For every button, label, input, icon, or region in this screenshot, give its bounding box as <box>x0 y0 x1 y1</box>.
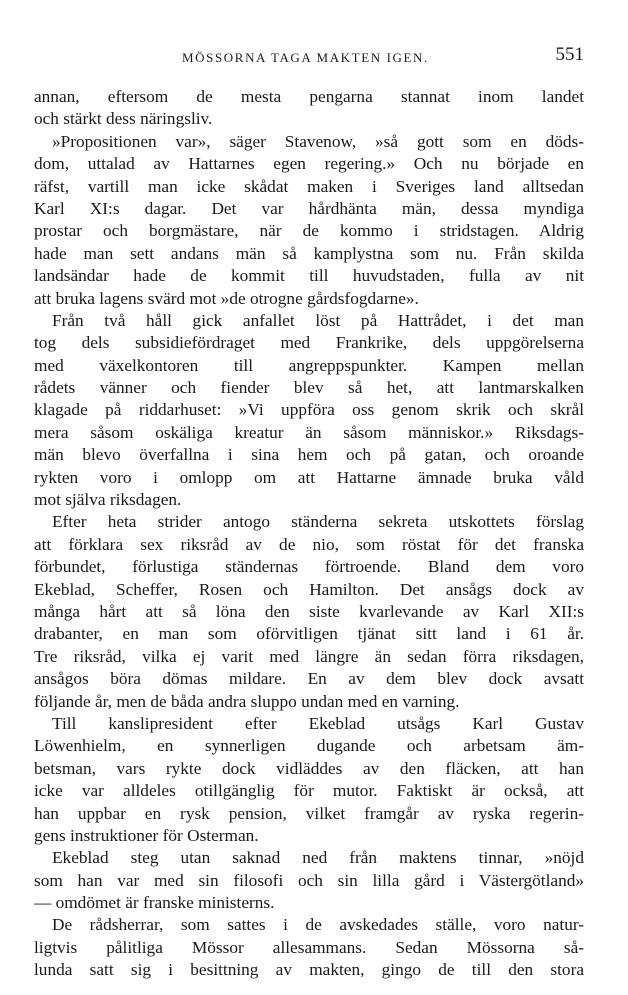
text-line: följande år, men de båda andra sluppo undan med en varning. <box>34 691 460 711</box>
text-line: många hårt att så löna den siste kvarlevande av Karl XII:s <box>34 601 584 621</box>
text-line: förbundet, förlustiga ständernas förtroende. Bland dem voro <box>34 557 584 577</box>
paragraph-first-line: Ekeblad steg utan saknad ned från maktens tinnar, »nöjd <box>52 848 584 868</box>
paragraph-first-line: »Propositionen var», säger Stavenow, »så gott som en döds- <box>52 131 584 151</box>
text-line: rykten voro i omlopp om att Hattarne ämnade bruka våld <box>34 467 584 487</box>
text-line: icke var alldeles otillgänglig för mutor. Faktiskt är också, att <box>34 781 584 801</box>
text-line: hade man sett andans män så kamplystna som nu. Från skilda <box>34 243 584 263</box>
text-line: män blevo överfallna i sina hem och på gatan, och oroande <box>34 445 584 465</box>
text-line: Löwenhielm, en synnerligen dugande och arbetsam äm- <box>34 736 584 756</box>
paragraph-first-line: Efter heta strider antogo ständerna sekreta utskottets förslag <box>52 512 584 532</box>
text-line: Tre riksråd, vilka ej varit med längre än sedan förra riksdagen, <box>34 646 584 666</box>
text-line: Karl XI:s dagar. Det var hårdhänta män, dessa myndiga <box>34 198 584 218</box>
body-text <box>34 86 584 982</box>
text-line: betsman, vars rykte dock vidläddes av den fläcken, att han <box>34 758 584 778</box>
text-line: med växelkontoren till angreppspunkter. Kampen mellan <box>34 355 584 375</box>
paragraph-first-line: Från två håll gick anfallet löst på Hattrådet, i det man <box>52 310 584 330</box>
text-line: — omdömet är franske ministerns. <box>34 893 275 913</box>
text-line: som han var med sin filosofi och sin lilla gård i Västergötland» <box>34 870 584 890</box>
text-line: han uppbar en rysk pension, vilket framgår av ryska regerin- <box>34 803 584 823</box>
text-line: och stärkt dess näringsliv. <box>34 109 213 129</box>
text-line: prostar och borgmästare, när de kommo i stridstagen. Aldrig <box>34 221 584 241</box>
text-line: gens instruktioner för Osterman. <box>34 825 259 845</box>
paragraph-first-line: De rådsherrar, som sattes i de avskedades ställe, voro natur- <box>52 915 584 935</box>
running-head <box>34 44 584 70</box>
text-line: dom, uttalad av Hattarnes egen regering.» Och nu började en <box>34 154 584 174</box>
text-line: att bruka lagens svärd mot »de otrogne gårdsfogdarne». <box>34 288 419 308</box>
text-line: att förklara sex riksråd av de nio, som röstat för det franska <box>34 534 584 554</box>
text-line: drabanter, en man som oförvitligen tjänat sitt land i 61 år. <box>34 624 584 644</box>
text-line: tog dels subsidiefördraget med Frankrike, dels uppgörelserna <box>34 333 584 353</box>
text-line: räfst, vartill man icke skådat maken i Sveriges land alltsedan <box>34 176 584 196</box>
text-line: lunda satt sig i besittning av makten, gingo de till den stora <box>34 960 584 980</box>
text-line: klagade på riddarhuset: »Vi uppföra oss genom skrik och skrål <box>34 400 584 420</box>
paragraph-first-line: Till kanslipresident efter Ekeblad utsågs Karl Gustav <box>52 713 584 733</box>
text-line: mera såsom oskäliga kreatur än såsom människor.» Riksdags- <box>34 422 584 442</box>
text-line: landsändar hade de kommit till huvudstaden, fulla av nit <box>34 266 584 286</box>
text-line: Ekeblad, Scheffer, Rosen och Hamilton. Det ansågs dock av <box>34 579 584 599</box>
text-line: mot själva riksdagen. <box>34 490 182 510</box>
page-number: 551 <box>555 44 584 65</box>
text-line: annan, eftersom de mesta pengarna stannat inom landet <box>34 87 584 106</box>
text-line: ansågos böra dömas mildare. En av dem blev dock avsatt <box>34 669 584 689</box>
text-line: rådets vänner och fiender blev så het, att lantmarskalken <box>34 378 584 398</box>
text-line: ligtvis pålitliga Mössor allesammans. Sedan Mössorna så- <box>34 937 584 957</box>
running-title: MÖSSORNA TAGA MAKTEN IGEN. <box>182 50 429 65</box>
